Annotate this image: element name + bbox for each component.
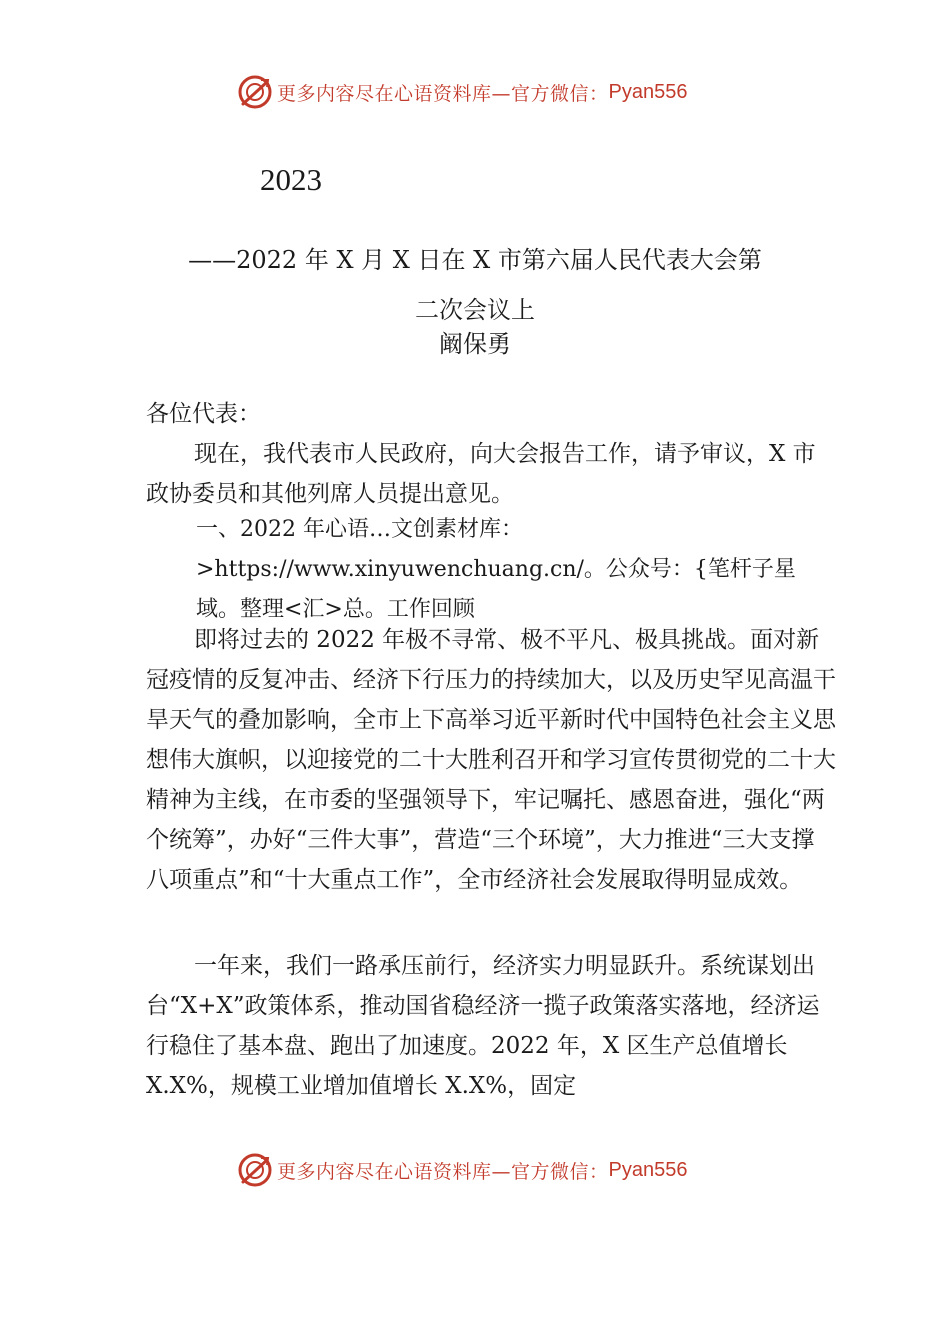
banner-wechat-id: Pyan556: [608, 1158, 688, 1181]
document-subtitle-line1: ——2022 年 X 月 X 日在 X 市第六届人民代表大会第: [188, 246, 762, 274]
banner-text: 更多内容尽在心语资料库—官方微信：: [277, 1160, 609, 1183]
banner-wechat-id: Pyan556: [608, 80, 688, 103]
greeting: 各位代表：: [146, 401, 261, 427]
footer-watermark-banner: [237, 1150, 687, 1190]
brand-logo-icon: [237, 1152, 273, 1188]
header-watermark-banner: [237, 72, 687, 112]
section-heading-source-line: 一、2022 年心语…文创素材库：>https://www.xinyuwenchuang.cn/。公众号：{笔杆子星域。整理<汇>总。工作回顾: [196, 517, 796, 622]
paragraph-intro: 现在，我代表市人民政府，向大会报告工作，请予审议，X 市政协委员和其他列席人员提出意见。: [146, 441, 816, 507]
document-year-title: 2023: [260, 162, 322, 197]
banner-text: 更多内容尽在心语资料库—官方微信：: [277, 82, 609, 105]
paragraph-review: 即将过去的 2022 年极不寻常、极不平凡、极具挑战。面对新冠疫情的反复冲击、经济下行压力的持续加大，以及历史罕见高温干旱天气的叠加影响，全市上下高举习近平新时代中国特色社会主义思想伟大旗帜，以迎接党的二十大胜利召开和学习宣传贯彻党的二十大精神为主线，在市委的坚强领导下，牢记嘱托、感恩奋进，强化“两个统筹”，办好“三件大事”，营造“三个环境”，大力推进“三大支撑八项重点”和“十大重点工作”，全市经济社会发展取得明显成效。: [146, 627, 836, 893]
paragraph-economy: 一年来，我们一路承压前行，经济实力明显跃升。系统谋划出台“X+X”政策体系，推动国省稳经济一揽子政策落实落地，经济运行稳住了基本盘、跑出了加速度。2022 年，X 区生产总值增长 X.X%，规模工业增加值增长 X.X%，固定: [146, 953, 820, 1099]
document-subtitle-line2: 二次会议上: [415, 296, 535, 324]
document-author: 阚保勇: [439, 330, 511, 358]
brand-logo-icon: [237, 74, 273, 110]
